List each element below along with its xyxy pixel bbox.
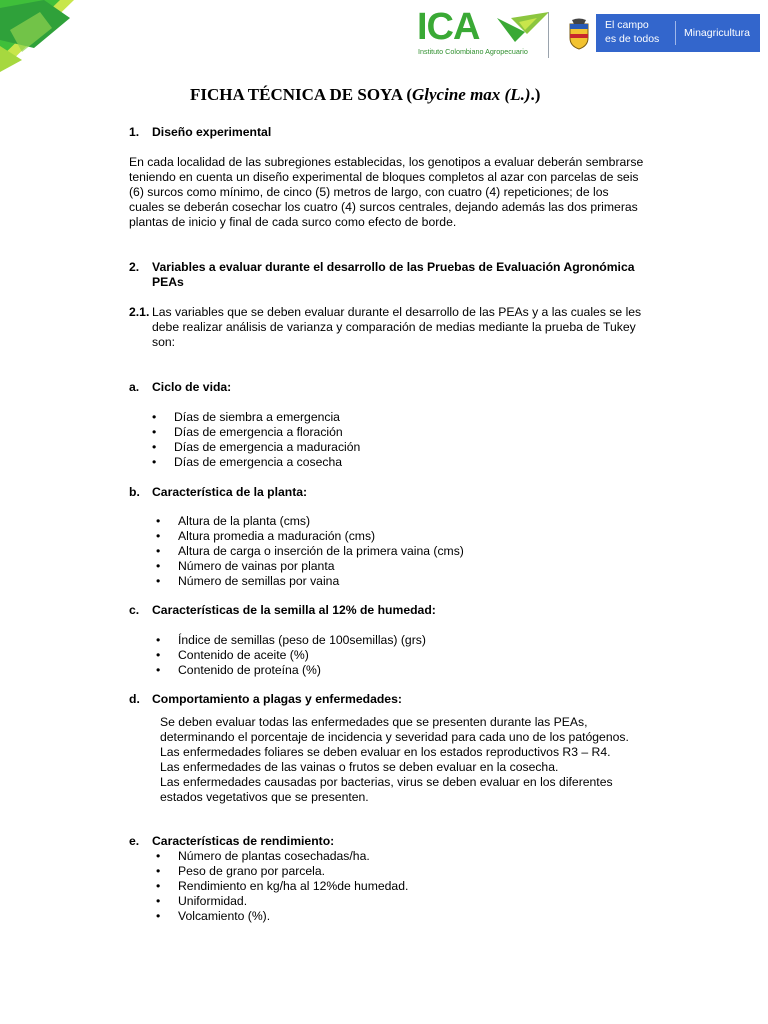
list-item: Número de plantas cosechadas/ha. — [178, 849, 370, 863]
section-d-line: Las enfermedades foliares se deben evaluar en los estados reproductivos R3 – R4. — [160, 745, 611, 759]
list-item: Días de siembra a emergencia — [174, 410, 340, 424]
section-2-number: 2. — [129, 260, 140, 274]
section-1-line: teniendo en cuenta un diseño experimental de bloques completos al azar con parcelas de seis — [129, 170, 639, 184]
bullet-icon: • — [152, 410, 157, 424]
ministry-name: Minagricultura — [684, 27, 750, 39]
section-d-line: Se deben evaluar todas las enfermedades que se presenten durante las PEAs, — [160, 715, 588, 729]
bullet-icon: • — [156, 864, 161, 878]
section-e-heading: Características de rendimiento: — [152, 834, 335, 848]
list-item: Altura de la planta (cms) — [178, 514, 311, 528]
list-item: Altura de carga o inserción de la primera vaina (cms) — [178, 544, 464, 558]
ica-logo — [417, 8, 542, 58]
list-item: Número de vainas por planta — [178, 559, 335, 573]
section-1-heading: Diseño experimental — [152, 125, 272, 139]
list-item: Contenido de proteína (%) — [178, 663, 321, 677]
list-item: Número de semillas por vaina — [178, 574, 340, 588]
banner-divider — [675, 21, 676, 45]
bullet-icon: • — [156, 648, 161, 662]
bullet-icon: • — [156, 514, 161, 528]
list-item: Índice de semillas (peso de 100semillas) (grs) — [178, 633, 426, 647]
bullet-icon: • — [156, 544, 161, 558]
bullet-icon: • — [152, 440, 157, 454]
title-suffix: .) — [530, 85, 541, 104]
ministry-banner — [596, 14, 760, 52]
bullet-icon: • — [156, 909, 161, 923]
bullet-icon: • — [156, 559, 161, 573]
list-item: Rendimiento en kg/ha al 12%de humedad. — [178, 879, 409, 893]
bullet-icon: • — [156, 894, 161, 908]
section-e-letter: e. — [129, 834, 140, 848]
section-1-paragraph — [129, 155, 661, 230]
bullet-icon: • — [156, 879, 161, 893]
ica-subtitle: Instituto Colombiano Agropecuario — [418, 47, 528, 56]
list-item: Altura promedia a maduración (cms) — [178, 529, 376, 543]
list-item: Días de emergencia a cosecha — [174, 455, 343, 469]
bullet-icon: • — [152, 425, 157, 439]
list-item: Peso de grano por parcela. — [178, 864, 326, 878]
title-prefix: FICHA TÉCNICA DE SOYA ( — [190, 85, 413, 104]
header-divider — [548, 12, 549, 58]
section-d-paragraph — [160, 715, 661, 805]
title-scientific-name: Glycine max (L.) — [412, 85, 531, 104]
section-1-line: plantas de inicio y final de cada surco como efecto de borde. — [129, 215, 457, 229]
page-title — [190, 84, 540, 106]
section-2-heading — [152, 260, 635, 290]
section-2-1-line: debe realizar análisis de varianza y comparación de medias mediante la prueba de Tukey — [152, 320, 636, 334]
bullet-icon: • — [156, 574, 161, 588]
bullet-icon: • — [152, 455, 157, 469]
section-a-letter: a. — [129, 380, 140, 394]
list-item: Volcamiento (%). — [178, 909, 271, 923]
list-item: Uniformidad. — [178, 894, 248, 908]
bullet-icon: • — [156, 633, 161, 647]
section-d-letter: d. — [129, 692, 140, 706]
section-d-line: Las enfermedades causadas por bacterias, virus se deben evaluar en los diferentes — [160, 775, 613, 789]
section-2-1-paragraph — [152, 305, 661, 350]
section-2-1-line: son: — [152, 335, 176, 349]
colombia-crest-icon — [566, 18, 592, 50]
section-a-heading: Ciclo de vida: — [152, 380, 232, 394]
ica-logo-text: ICA — [417, 6, 480, 48]
campo-line-1: El campo — [605, 19, 649, 31]
ica-leaf-mark-icon — [497, 12, 549, 44]
section-d-line: Las enfermedades de las vainas o frutos se deben evaluar en la cosecha. — [160, 760, 559, 774]
section-d-heading: Comportamiento a plagas y enfermedades: — [152, 692, 402, 706]
section-d-line: determinando el porcentaje de incidencia y severidad para cada uno de los patógenos. — [160, 730, 629, 744]
section-1-line: (6) surcos como mínimo, de cinco (5) metros de largo, con cuatro (4) repeticiones; de los — [129, 185, 609, 199]
section-c-heading: Características de la semilla al 12% de humedad: — [152, 603, 436, 617]
section-1-line: cuales se deberán cosechar los cuatro (4) surcos centrales, dejando además las dos primeras — [129, 200, 638, 214]
section-d-line: estados vegetativos que se presenten. — [160, 790, 369, 804]
section-b-letter: b. — [129, 485, 140, 499]
campo-line-2: es de todos — [605, 33, 660, 45]
section-1-number: 1. — [129, 125, 140, 139]
bullet-icon: • — [156, 529, 161, 543]
section-2-heading-line: Variables a evaluar durante el desarrollo de las Pruebas de Evaluación Agronómica — [152, 260, 635, 274]
section-2-heading-line: PEAs — [152, 275, 184, 289]
list-item: Contenido de aceite (%) — [178, 648, 309, 662]
bullet-icon: • — [156, 663, 161, 677]
list-item: Días de emergencia a maduración — [174, 440, 361, 454]
el-campo-es-de-todos-logo — [605, 18, 659, 46]
list-item: Días de emergencia a floración — [174, 425, 343, 439]
section-2-1-line: Las variables que se deben evaluar durante el desarrollo de las PEAs y a las cuales se les — [152, 305, 642, 319]
section-c-letter: c. — [129, 603, 140, 617]
section-2-1-number: 2.1. — [129, 305, 150, 319]
section-1-line: En cada localidad de las subregiones establecidas, los genotipos a evaluar deberán sembrarse — [129, 155, 644, 169]
corner-leaf-graphic — [0, 0, 80, 72]
section-b-heading: Característica de la planta: — [152, 485, 308, 499]
bullet-icon: • — [156, 849, 161, 863]
